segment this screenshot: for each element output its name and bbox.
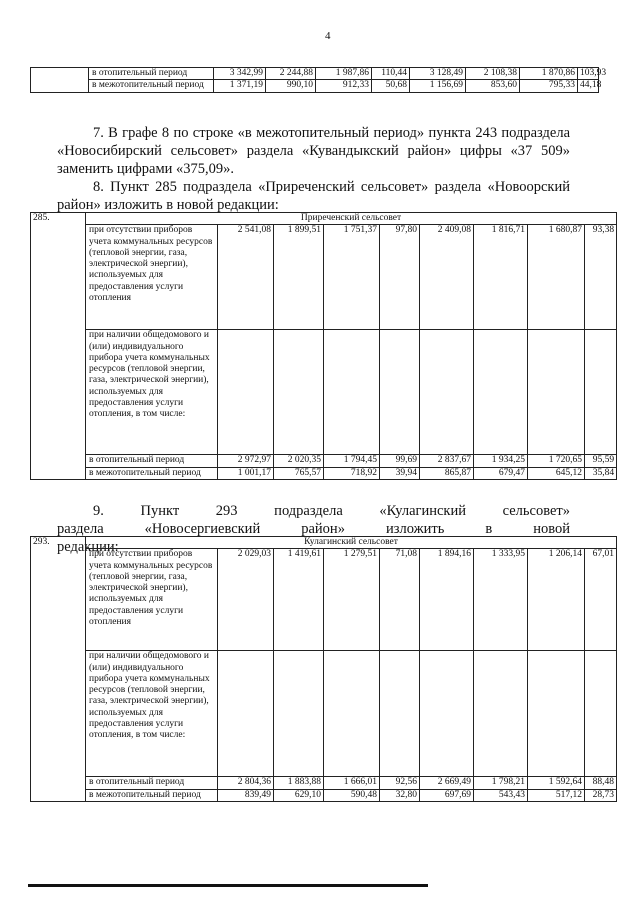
cell-value: 3 128,49 (410, 68, 466, 80)
cell-value: 1 419,61 (274, 549, 324, 651)
cell-value: 853,60 (466, 80, 520, 92)
cell-value: 1 751,37 (324, 225, 380, 330)
cell-value: 2 837,67 (420, 455, 474, 467)
cell-value: 99,69 (380, 455, 420, 467)
table-row (31, 225, 617, 330)
table-row (31, 537, 617, 549)
cell-value: 718,92 (324, 467, 380, 479)
cell-value: 88,48 (585, 777, 617, 789)
cell-value: 2 029,03 (218, 549, 274, 651)
row-label: в межотопительный период (89, 80, 214, 92)
item-number: 293. (31, 537, 86, 802)
cell-value: 67,01 (585, 549, 617, 651)
table-row (31, 777, 617, 789)
table-row (31, 330, 617, 455)
paragraph-8: 8. Пункт 285 подраздела «Приреченский сельсовет» раздела «Новоорский район» изложить в новой редакции: (57, 179, 570, 213)
cell-value: 645,12 (528, 467, 585, 479)
table-row (31, 80, 599, 92)
item-number: 285. (31, 213, 86, 480)
cell-value: 1 156,69 (410, 80, 466, 92)
cell-value: 44,18 (578, 80, 599, 92)
cell-value: 2 541,08 (218, 225, 274, 330)
table-row (31, 213, 617, 225)
cell-value: 865,87 (420, 467, 474, 479)
row-label: в отопительный период (86, 777, 218, 789)
cell-value: 1 001,17 (218, 467, 274, 479)
row-label: при наличии общедомового и (или) индивидуального прибора учета коммунальных ресурсов (тепловой энергии, газа, электрической энергии), используемых для предоставления услуги отопления, в том числе: (86, 330, 218, 455)
top-table (30, 67, 607, 93)
cell-value: 110,44 (372, 68, 410, 80)
cell-value: 35,84 (585, 467, 617, 479)
cell-value: 2 972,97 (218, 455, 274, 467)
cell-value: 590,48 (324, 789, 380, 801)
cell-value: 92,56 (380, 777, 420, 789)
cell-value: 1 934,25 (474, 455, 528, 467)
cell-value: 1 883,88 (274, 777, 324, 789)
row-label: при отсутствии приборов учета коммунальных ресурсов (тепловой энергии, газа, электрической энергии), используемых для предоставления услуги отопления (86, 549, 218, 651)
cell-value: 2 409,08 (420, 225, 474, 330)
cell-value: 1 720,65 (528, 455, 585, 467)
cell-value: 697,69 (420, 789, 474, 801)
table-row (31, 68, 599, 80)
row-label: в межотопительный период (86, 789, 218, 801)
cell-value: 2 669,49 (420, 777, 474, 789)
cell-value: 1 794,45 (324, 455, 380, 467)
table-285 (30, 212, 617, 480)
cell-value: 1 798,21 (474, 777, 528, 789)
cell-value: 1 899,51 (274, 225, 324, 330)
paragraph-7: 7. В графе 8 по строке «в межотопительный период» пункта 243 подраздела «Новосибирский сельсовет» раздела «Кувандыкский район» цифры «37 509» заменить цифрами «375,09». (57, 125, 570, 177)
cell-value: 93,38 (585, 225, 617, 330)
row-label: в межотопительный период (86, 467, 218, 479)
cell-value: 32,80 (380, 789, 420, 801)
cell-value: 629,10 (274, 789, 324, 801)
cell-value: 839,49 (218, 789, 274, 801)
table-row (31, 455, 617, 467)
cell-value: 990,10 (266, 80, 316, 92)
cell-value: 1 870,86 (520, 68, 578, 80)
cell-value: 71,08 (380, 549, 420, 651)
table-row (31, 467, 617, 479)
table-row (31, 651, 617, 777)
cell-value: 3 342,99 (214, 68, 266, 80)
cell-value: 912,33 (316, 80, 372, 92)
cell-value: 1 987,86 (316, 68, 372, 80)
footer-rule (28, 884, 428, 887)
cell-value: 39,94 (380, 467, 420, 479)
page-number: 4 (325, 30, 331, 42)
cell-value: 28,73 (585, 789, 617, 801)
cell-value: 103,93 (578, 68, 599, 80)
cell-value: 543,43 (474, 789, 528, 801)
cell-value: 1 666,01 (324, 777, 380, 789)
cell-value: 95,59 (585, 455, 617, 467)
paragraph-9: 9. Пункт 293 подраздела «Кулагинский сельсовет» раздела «Новосергиевский район» изложить в новой редакции: (57, 503, 570, 555)
section-title: Кулагинский сельсовет (86, 537, 617, 549)
empty-cell (31, 68, 89, 93)
cell-value: 2 020,35 (274, 455, 324, 467)
cell-value: 1 333,95 (474, 549, 528, 651)
cell-value: 765,57 (274, 467, 324, 479)
cell-value: 1 206,14 (528, 549, 585, 651)
cell-value: 2 108,38 (466, 68, 520, 80)
table-row (31, 789, 617, 801)
cell-value: 97,80 (380, 225, 420, 330)
cell-value: 517,12 (528, 789, 585, 801)
cell-value: 1 371,19 (214, 80, 266, 92)
cell-value: 1 592,64 (528, 777, 585, 789)
table-row (31, 549, 617, 651)
cell-value: 50,68 (372, 80, 410, 92)
row-label: при отсутствии приборов учета коммунальных ресурсов (тепловой энергии, газа, электрической энергии), используемых для предоставления услуги отопления (86, 225, 218, 330)
cell-value: 1 680,87 (528, 225, 585, 330)
cell-value: 1 894,16 (420, 549, 474, 651)
cell-value: 2 804,36 (218, 777, 274, 789)
section-title: Приреченский сельсовет (86, 213, 617, 225)
table-293 (30, 536, 617, 802)
cell-value: 2 244,88 (266, 68, 316, 80)
cell-value: 1 816,71 (474, 225, 528, 330)
cell-value: 795,33 (520, 80, 578, 92)
row-label: в отопительный период (86, 455, 218, 467)
row-label: в отопительный период (89, 68, 214, 80)
cell-value: 679,47 (474, 467, 528, 479)
cell-value: 1 279,51 (324, 549, 380, 651)
row-label: при наличии общедомового и (или) индивидуального прибора учета коммунальных ресурсов (тепловой энергии, газа, электрической энергии), используемых для предоставления услуги отопления, в том числе: (86, 651, 218, 777)
